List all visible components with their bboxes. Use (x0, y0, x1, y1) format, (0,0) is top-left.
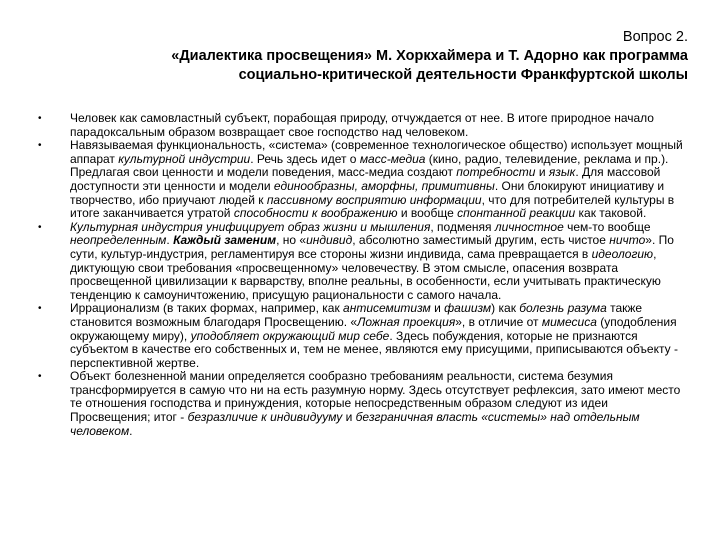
emphasis-text: единообразны, аморфны, примитивны (273, 178, 495, 193)
bullet-icon: • (38, 303, 42, 315)
item-text: и (535, 165, 549, 180)
item-text: также становится возможным благодаря Просвещению. « (70, 301, 643, 329)
bullet-icon: • (38, 371, 42, 383)
emphasis-text: культурной индустрии (118, 151, 251, 166)
item-text: . Они блокируют инициативу и творчество, ибо приучают людей к (70, 178, 665, 207)
emphasis-text: безграничная власть «системы» над отдельным человеком (70, 410, 640, 438)
emphasis-text: способности к воображению (233, 206, 398, 221)
item-text: чем-то вообще (563, 219, 651, 234)
item-text: Иррационализм (в таких формах, например, как (70, 301, 344, 316)
emphasis-text: язык (548, 165, 576, 180)
item-text: », в отличие от (455, 314, 542, 329)
emphasis-text: неопределенным (70, 233, 167, 248)
item-text: . Речь здесь идет о (250, 151, 360, 166)
item-text: как таковой. (575, 206, 647, 221)
emphasis-text: антисемитизм (343, 301, 431, 316)
item-text: . Здесь побуждения, которые не признаются субъектом в качестве его собственных и, тем не менее, являются ему присущими, приписываются объекту - перспективной жертве. (70, 328, 678, 370)
bullet-icon: • (38, 113, 42, 124)
slide-header (70, 28, 688, 85)
emphasis-text: личностное (494, 219, 564, 234)
emphasis-text: мимесиса (541, 314, 597, 329)
bullet-icon: • (38, 140, 42, 152)
emphasis-text: Культурная индустрия унифицирует образ жизни и мышления (70, 219, 431, 234)
item-text: , но « (276, 233, 307, 248)
emphasis-text: фашизм (444, 301, 492, 316)
slide-title-line-2: социально-критической деятельности Франкфуртской школы (238, 67, 688, 83)
item-text: , абсолютно заместимый другим, есть чистое (352, 233, 610, 248)
emphasis-text: ничто (609, 233, 646, 248)
emphasis-text: Ложная проекция (357, 314, 456, 329)
question-number: Вопрос 2. (622, 29, 688, 45)
item-text: , диктующую свои требования «просвещенному» человечеству. В этом смысле, опасения возврата просвещенной цивилизации к варварству, вполне реальны, в особенности, если учитывать практическую тенденцию к самоуничтожению, присущую рациональности с самого начала. (70, 246, 661, 302)
list-item (38, 139, 688, 221)
item-text: , что для потребителей культуры в итоге заканчивается утратой (70, 192, 675, 221)
bullet-icon: • (38, 221, 42, 233)
emphasis-text: идеологию (591, 246, 654, 261)
item-text: Объект болезненной мании определяется сообразно требованиям реальности, система безумия трансформируется в самую что ни на есть разумную норму. Здесь отсутствует рефлексия, зато имеют место те отношения господства и принуждения, которые непосредственным образом следуют из идеи Просвещения; итог - (70, 369, 681, 425)
list-item (38, 112, 688, 139)
item-text: ». По сути, культур-индустрия, регламентируя все стороны жизни индивида, сама превращается в (70, 233, 674, 261)
list-item (38, 370, 688, 438)
emphasis-text: потребности (456, 165, 536, 180)
list-item (38, 221, 688, 303)
slide-title-line-1: «Диалектика просвещения» М. Хоркхаймера и Т. Адорно как программа (171, 48, 688, 64)
emphasis-text: безразличие к индивидууму (187, 410, 343, 425)
item-text: ) как (491, 301, 520, 316)
emphasis-text: пассивному восприятию информации (266, 192, 482, 207)
item-text: и вообще (397, 206, 458, 221)
item-text: , подменяя (430, 219, 495, 234)
bullet-list (38, 112, 688, 438)
list-item (38, 302, 688, 370)
emphasis-text: индивид (306, 233, 353, 248)
emphasis-text: уподобляет окружающий мир себе (190, 328, 390, 343)
item-text: Человек как самовластный субъект, порабощая природу, отчуждается от нее. В итоге природное начало парадоксальным образом возвращает свое господство над человеком. (70, 111, 654, 139)
item-text: . Для массовой доступности эти ценности и модели (70, 165, 661, 193)
item-text: (уподобления окружающему миру), (70, 314, 677, 343)
emphasis-text: Каждый заменим (173, 233, 277, 248)
item-text: . (166, 233, 174, 248)
item-text: . (129, 423, 133, 438)
emphasis-text: спонтанной реакции (457, 206, 576, 221)
item-text: (кино, радио, телевидение, реклама и пр.). Предлагая свои ценности и модели поведения, масс-медиа создают (70, 151, 669, 180)
item-text: и (430, 301, 445, 316)
item-text: Навязываемая функциональность, «система» (современное технологическое общество) использует мощный аппарат (70, 138, 683, 166)
item-text: и (342, 410, 356, 425)
emphasis-text: масс-медиа (359, 151, 426, 166)
emphasis-text: болезнь разума (519, 301, 607, 316)
